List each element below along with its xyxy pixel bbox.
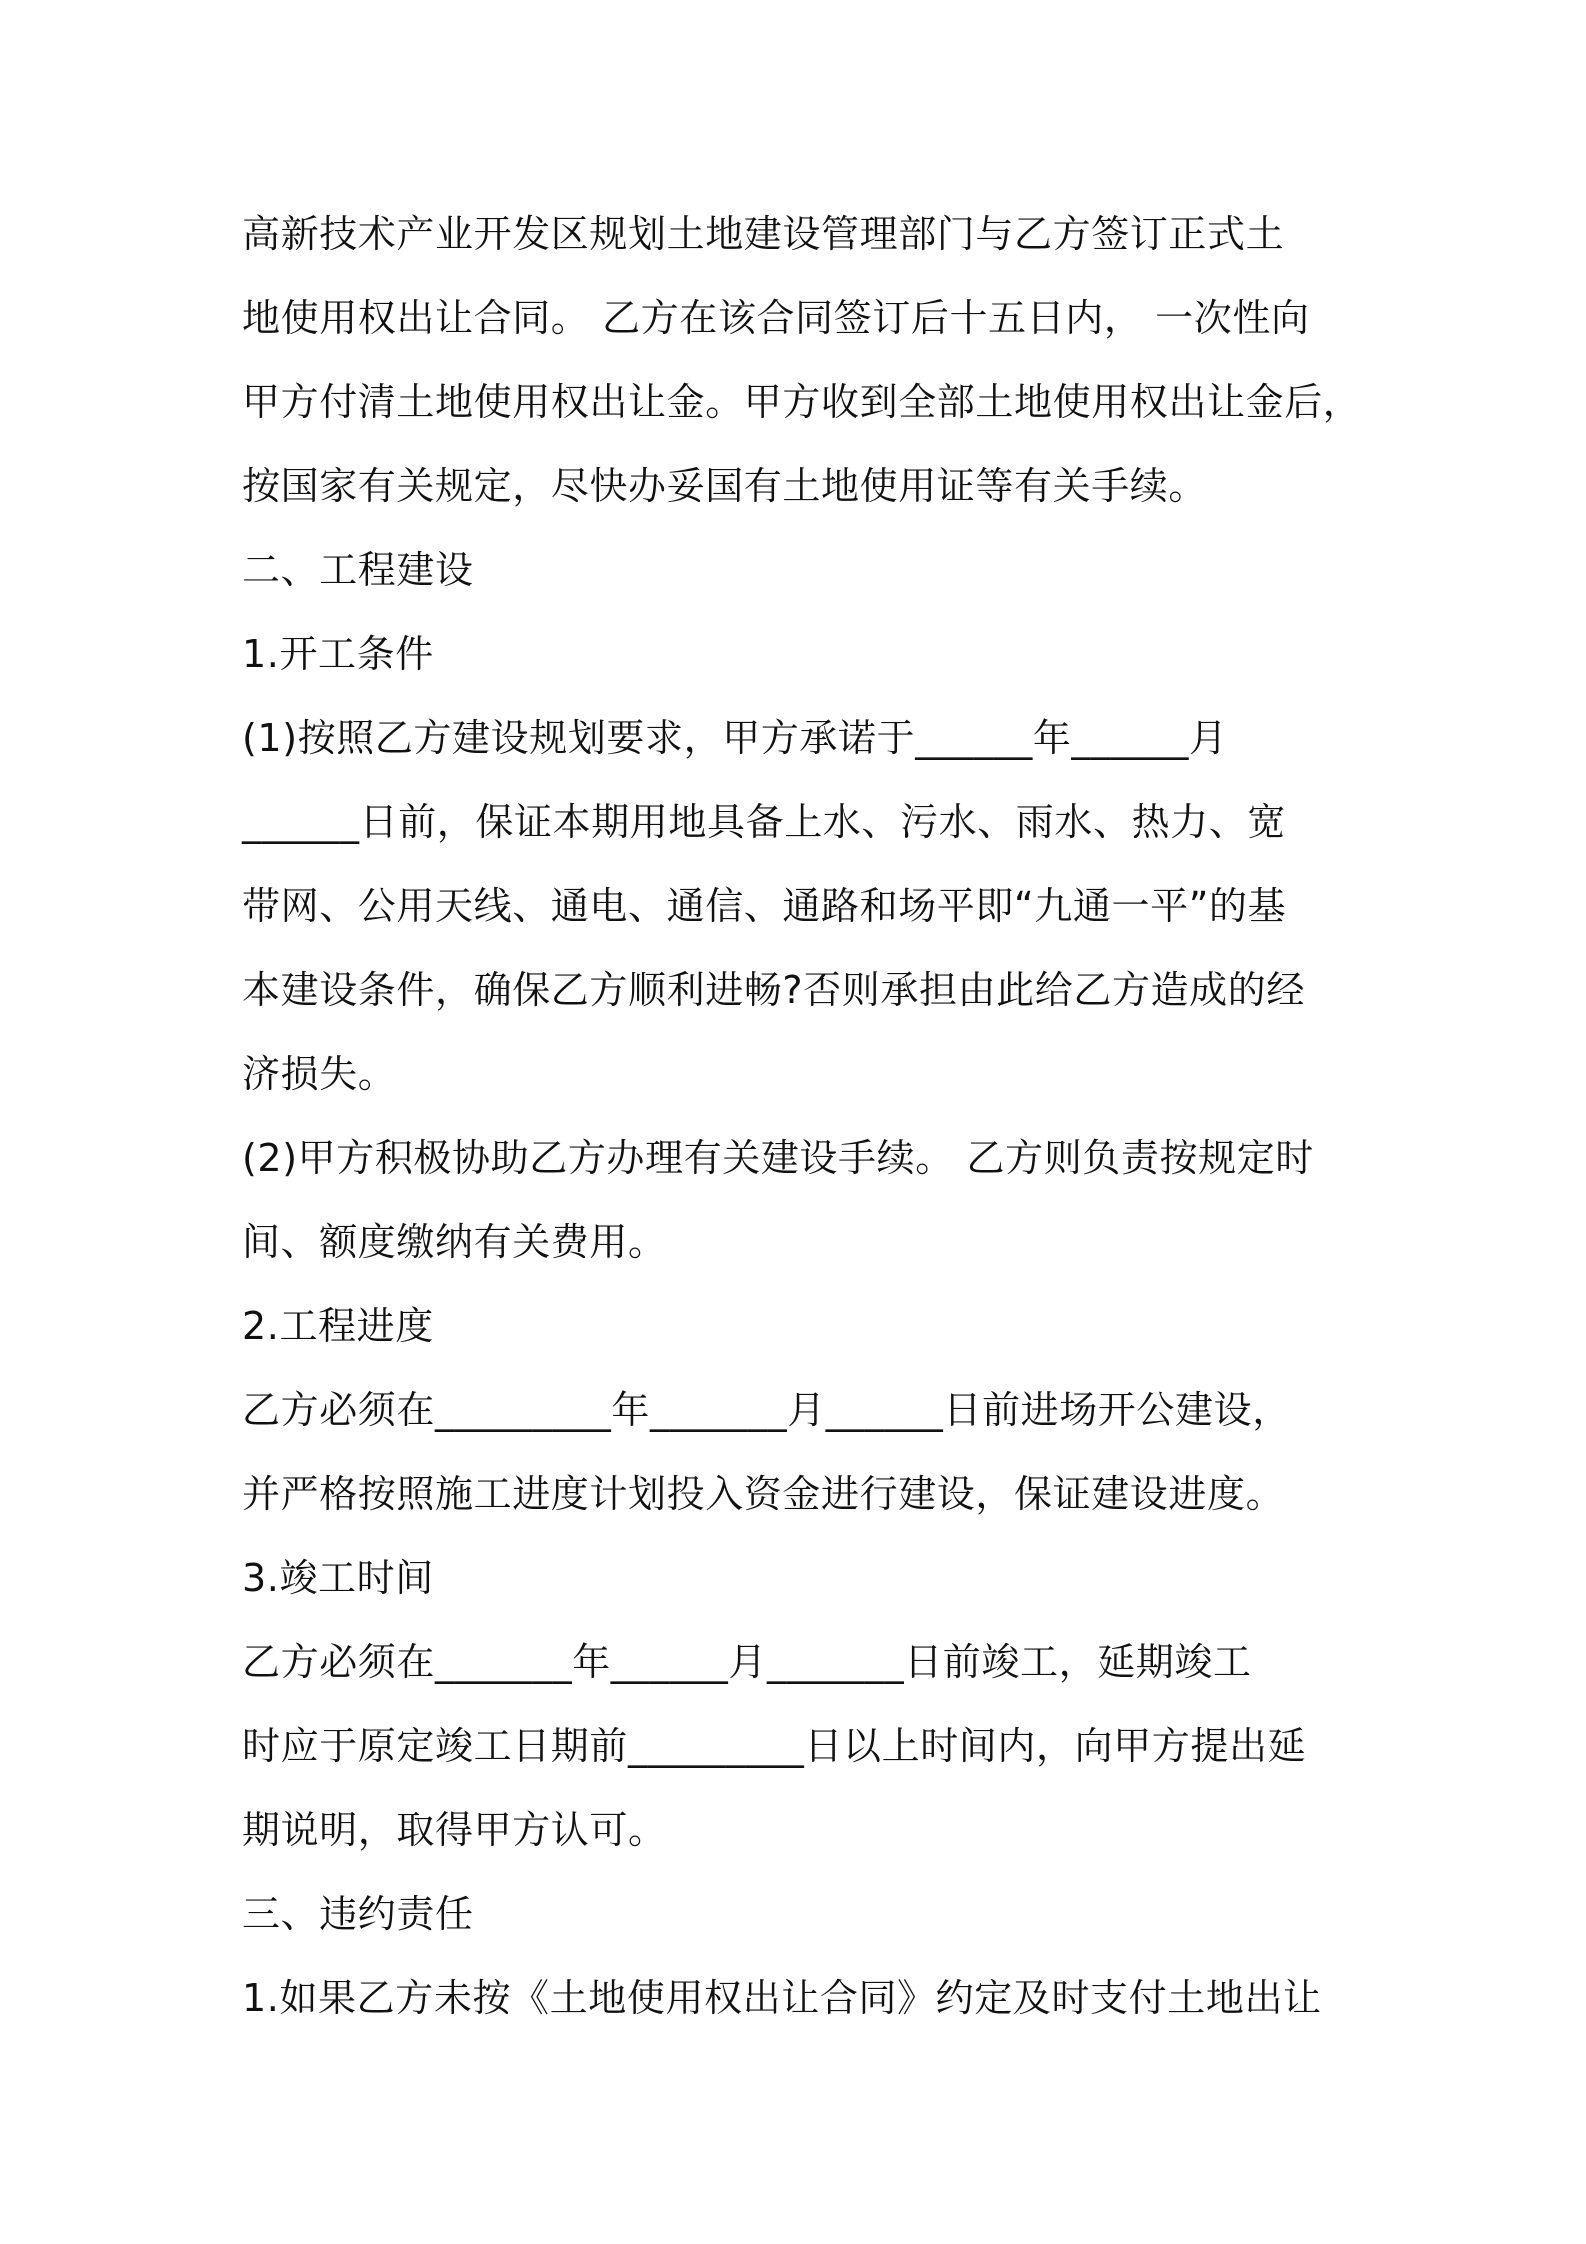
subsection-heading: 3.竣工时间 (242, 1556, 434, 1600)
text-line: ______日前，保证本期用地具备上水、污水、雨水、热力、宽 (242, 800, 1287, 844)
text-line: (2)甲方积极协助乙方办理有关建设手续。 乙方则负责按规定时 (242, 1136, 1314, 1180)
text-line: 甲方付清土地使用权出让金。甲方收到全部土地使用权出让金后， (242, 380, 1362, 424)
text-line: 乙方必须在_______年______月_______日前竣工，延期竣工 (242, 1640, 1252, 1684)
subsection-heading: 1.开工条件 (242, 632, 434, 676)
section-heading: 二、工程建设 (242, 548, 474, 592)
text-line: 并严格按照施工进度计划投入资金进行建设，保证建设进度。 (242, 1472, 1285, 1516)
section-heading: 三、违约责任 (242, 1892, 474, 1936)
text-line: 期说明，取得甲方认可。 (242, 1808, 667, 1852)
text-line: 乙方必须在_________年_______月______日前进场开公建设， (242, 1388, 1291, 1432)
subsection-heading: 2.工程进度 (242, 1304, 434, 1348)
text-line: 本建设条件，确保乙方顺利进畅?否则承担由此给乙方造成的经 (242, 968, 1305, 1012)
text-line: 济损失。 (242, 1052, 397, 1096)
text-line: 地使用权出让合同。 乙方在该合同签订后十五日内， 一次性向 (242, 296, 1310, 340)
text-line: 1.如果乙方未按《土地使用权出让合同》约定及时支付土地出让 (242, 1976, 1322, 2020)
text-line: 按国家有关规定，尽快办妥国有土地使用证等有关手续。 (242, 464, 1208, 508)
text-line: 时应于原定竣工日期前_________日以上时间内，向甲方提出延 (242, 1724, 1307, 1768)
text-line: 带网、公用天线、通电、通信、通路和场平即“九通一平”的基 (242, 884, 1287, 928)
document-body (242, 192, 1362, 2040)
text-line: (1)按照乙方建设规划要求，甲方承诺于______年______月 (242, 716, 1228, 760)
text-line: 间、额度缴纳有关费用。 (242, 1220, 667, 1264)
text-line: 高新技术产业开发区规划土地建设管理部门与乙方签订正式土 (242, 212, 1285, 256)
